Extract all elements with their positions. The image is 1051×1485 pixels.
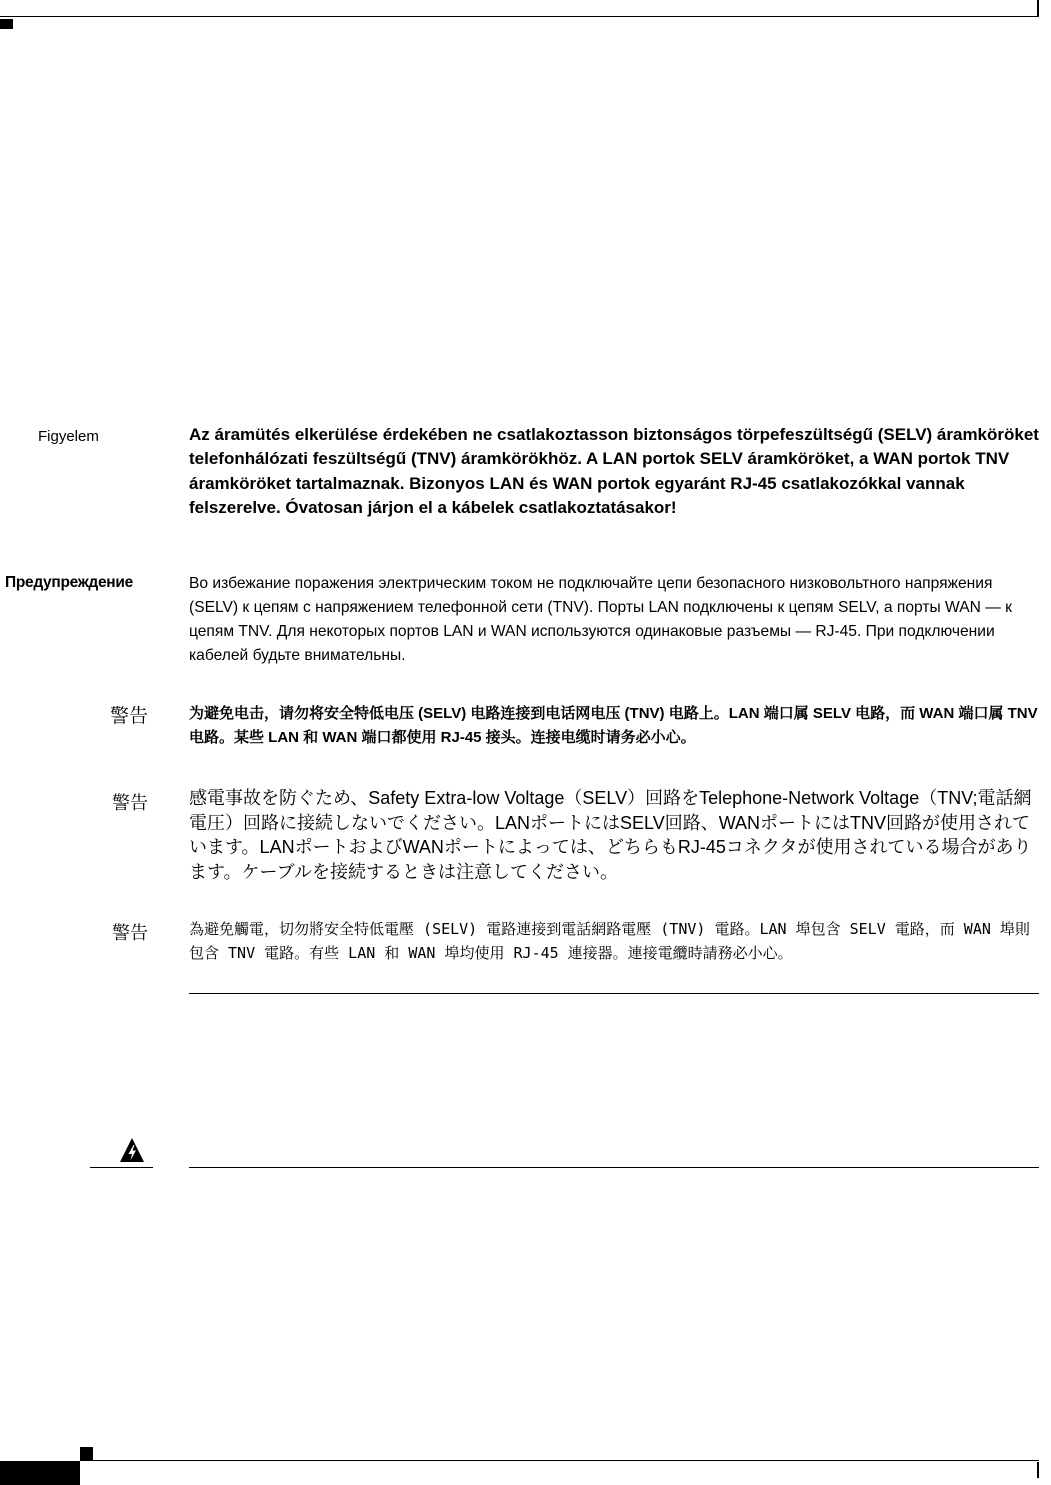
warning-text-chinese-simplified: 为避免电击，请勿将安全特低电压 (SELV) 电路连接到电话网电压 (TNV) 电路上。LAN 端口属 SELV 电路，而 WAN 端口属 TNV 电路。某些 LAN 和 WAN 端口都使用 RJ-45 接头。连接电缆时请务必小心。 xyxy=(189,705,1038,746)
footer-rule xyxy=(80,1460,1039,1461)
language-label-chinese-simplified: 警告 xyxy=(110,706,149,727)
footer-tab xyxy=(0,1461,80,1485)
header-marker xyxy=(0,19,13,29)
language-label-hungarian: Figyelem xyxy=(38,428,99,445)
icon-underline xyxy=(90,1167,153,1168)
header-rule xyxy=(0,16,1038,17)
header-rule-tick xyxy=(1037,0,1039,17)
warning-rule xyxy=(189,1167,1039,1168)
warning-text-russian: Во избежание поражения электрическим током не подключайте цепи безопасного низковольтного напряжения (SELV) к цепям с напряжением телефонной сети (TNV). Порты LAN подключены к цепям SELV, а порты WAN — к цепям TNV. Для некоторых портов LAN и WAN используются одинаковые разъемы — RJ-45. При подключении кабелей будьте внимательны. xyxy=(189,575,1012,664)
language-label-japanese: 警告 xyxy=(112,793,148,813)
warning-triangle-icon xyxy=(119,1137,145,1163)
warning-text-hungarian: Az áramütés elkerülése érdekében ne csatlakoztasson biztonságos törpefeszültségű (SELV) áramköröket telefonhálózati feszültségű (TNV) áramkörökhöz. A LAN portok SELV áramköröket, a WAN portok TNV áramköröket tartalmaznak. Bizonyos LAN és WAN portok egyaránt RJ-45 csatlakozókkal vannak felszerelve. Óvatosan járjon el a kábelek csatlakoztatásakor! xyxy=(189,425,1039,518)
language-label-chinese-traditional: 警告 xyxy=(112,923,148,943)
footer-rule-tick xyxy=(1037,1462,1039,1478)
warning-text-chinese-traditional: 為避免觸電，切勿將安全特低電壓 (SELV) 電路連接到電話網路電壓 (TNV) 電路。LAN 埠包含 SELV 電路，而 WAN 埠則包含 TNV 電路。有些 LAN 和 WAN 埠均使用 RJ-45 連接器。連接電纜時請務必小心。 xyxy=(189,920,1030,962)
warning-text-japanese: 感電事故を防ぐため、Safety Extra-low Voltage（SELV）回路をTelephone-Network Voltage（TNV;電話網電圧）回路に接続しないでください。LANポートにはSELV回路、WANポートにはTNV回路が使用されています。LANポートおよびWANポートによっては、どちらもRJ-45コネクタが使用されている場合があります。ケーブルを接続するときは注意してください。 xyxy=(189,788,1032,882)
language-label-russian: Предупреждение xyxy=(5,574,133,591)
footer-marker xyxy=(80,1447,93,1460)
section-divider xyxy=(189,993,1039,994)
